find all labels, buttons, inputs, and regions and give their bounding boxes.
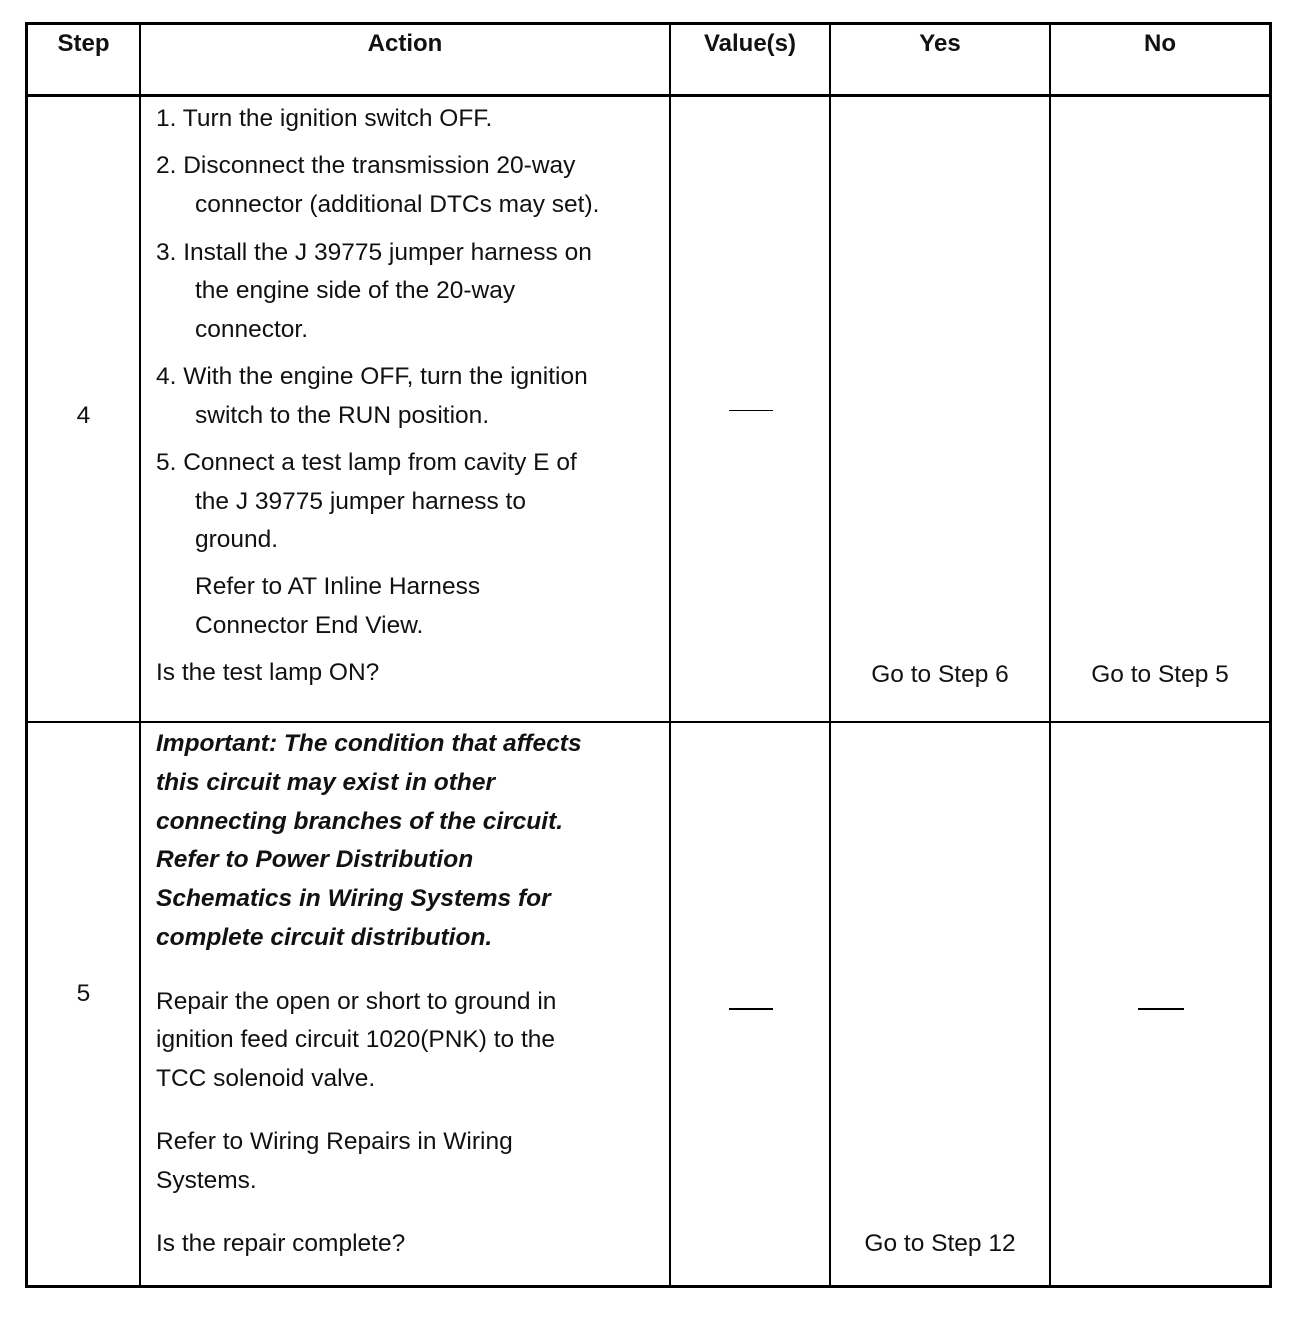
no-dash — [1138, 1008, 1184, 1010]
important-note-line: Important: The condition that affects — [156, 730, 582, 757]
action-line: TCC solenoid valve. — [156, 1065, 376, 1092]
important-note-line: this circuit may exist in other — [156, 769, 496, 796]
header-yes: Yes — [919, 30, 961, 57]
action-line: 4. With the engine OFF, turn the ignition — [156, 363, 588, 390]
table-row — [28, 97, 1269, 721]
action-cell — [156, 97, 666, 721]
important-note-line: complete circuit distribution. — [156, 924, 493, 951]
action-line: Refer to Wiring Repairs in Wiring — [156, 1128, 513, 1155]
yes-result: Go to Step 12 — [864, 1230, 1016, 1257]
no-result: Go to Step 5 — [1091, 661, 1229, 688]
header-action: Action — [367, 30, 443, 57]
action-cell — [156, 723, 666, 1285]
table-row — [28, 723, 1269, 1285]
important-note-line: connecting branches of the circuit. — [156, 808, 564, 835]
action-question: Is the repair complete? — [156, 1230, 406, 1257]
action-line: 1. Turn the ignition switch OFF. — [156, 105, 493, 132]
action-line: the engine side of the 20-way — [195, 277, 516, 304]
action-line: Connector End View. — [195, 612, 424, 639]
value-dash — [729, 1008, 773, 1010]
yes-result: Go to Step 6 — [871, 661, 1009, 688]
action-line: the J 39775 jumper harness to — [195, 488, 526, 515]
header-values: Value(s) — [703, 30, 797, 57]
action-line: Refer to AT Inline Harness — [195, 573, 481, 600]
action-line: ground. — [195, 526, 279, 553]
header-no: No — [1144, 30, 1176, 57]
step-number: 4 — [76, 402, 91, 429]
important-note-line: Schematics in Wiring Systems for — [156, 885, 551, 912]
action-line: Repair the open or short to ground in — [156, 988, 557, 1015]
action-question: Is the test lamp ON? — [156, 659, 380, 686]
action-line: 2. Disconnect the transmission 20-way — [156, 152, 576, 179]
action-line: Systems. — [156, 1167, 257, 1194]
action-line: 5. Connect a test lamp from cavity E of — [156, 449, 577, 476]
action-line: ignition feed circuit 1020(PNK) to the — [156, 1026, 556, 1053]
diagnostic-table — [25, 22, 1272, 1288]
header-step: Step — [57, 30, 110, 57]
action-line: connector (additional DTCs may set). — [195, 191, 600, 218]
action-line: 3. Install the J 39775 jumper harness on — [156, 239, 592, 266]
action-line: switch to the RUN position. — [195, 402, 490, 429]
important-note-line: Refer to Power Distribution — [156, 846, 474, 873]
value-dash — [729, 410, 773, 411]
step-number: 5 — [76, 980, 91, 1007]
action-line: connector. — [195, 316, 309, 343]
